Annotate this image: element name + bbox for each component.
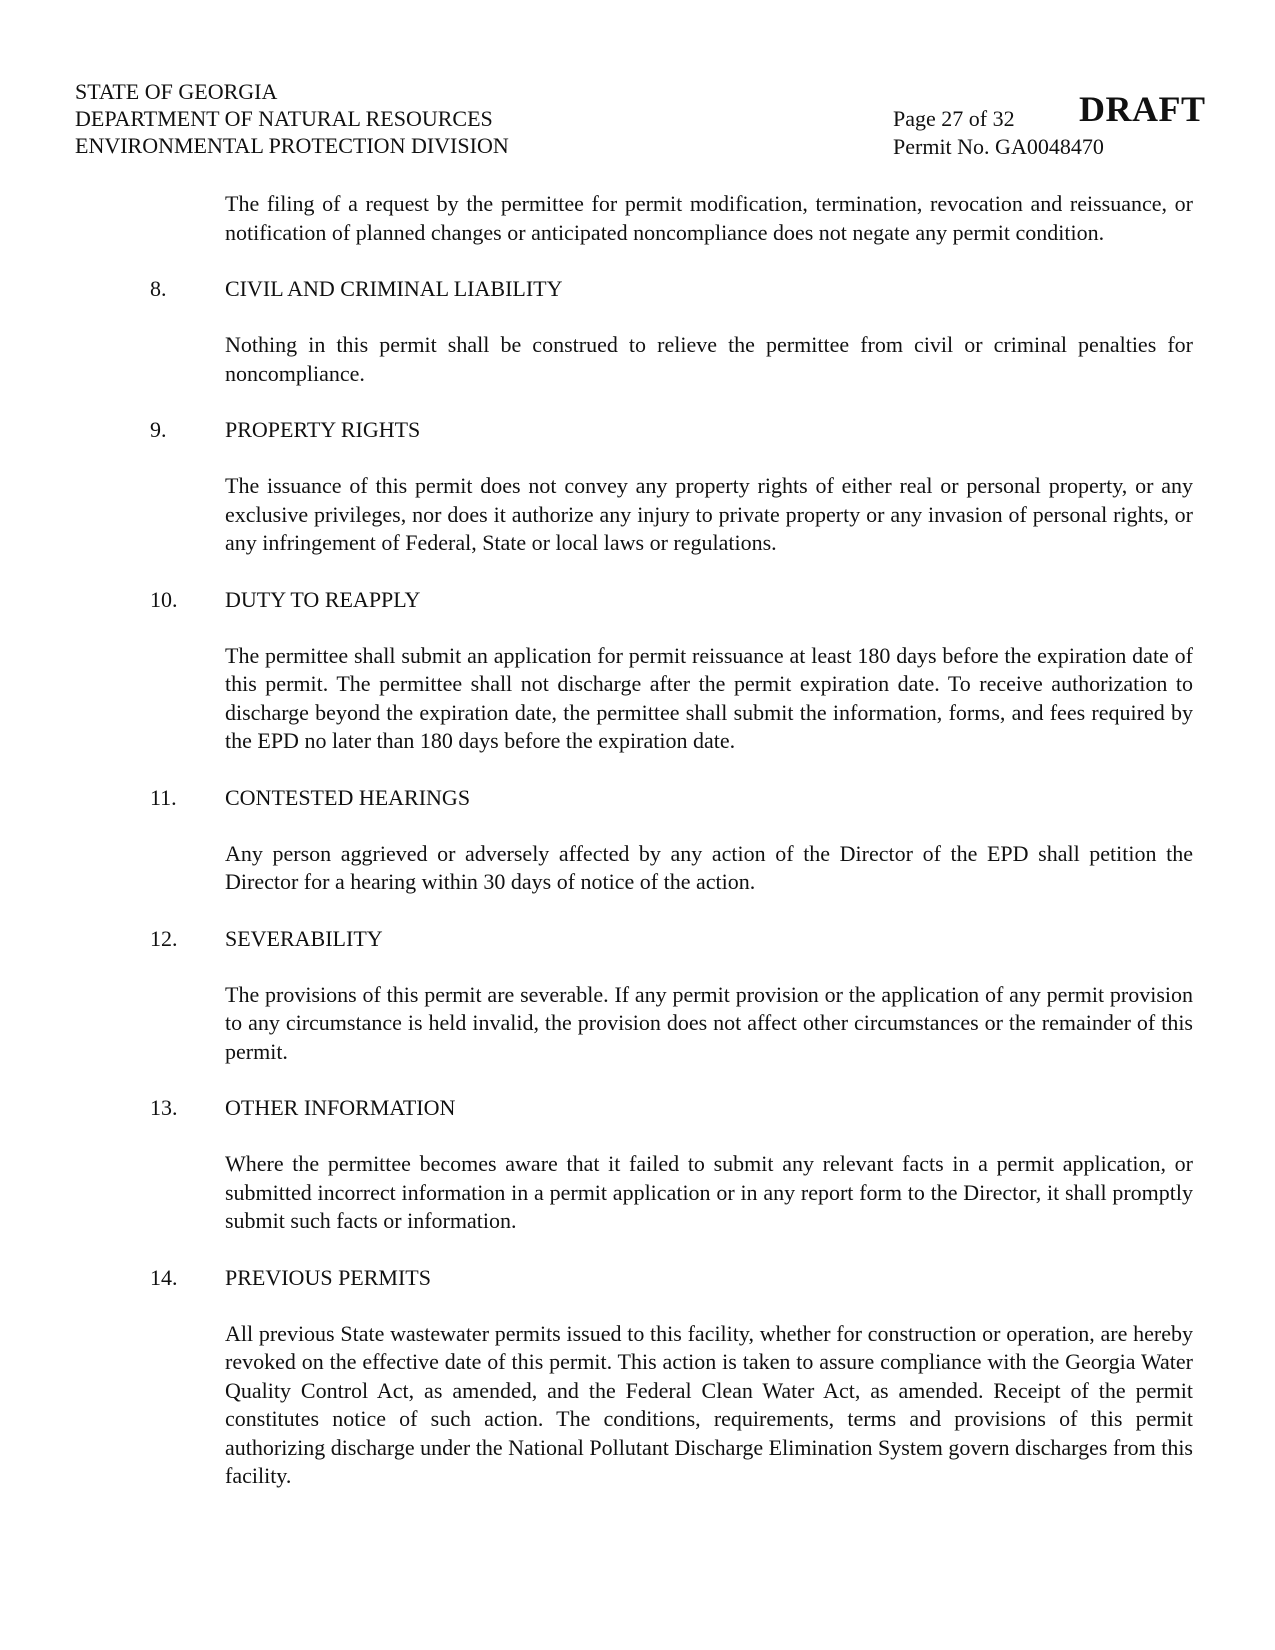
section-heading-12 [0,925,1275,953]
section-number: 9. [150,417,167,442]
page-number: Page 27 of 32 [893,106,1015,131]
section-number: 13. [150,1095,178,1120]
section-number: 14. [150,1264,178,1290]
intro-paragraph: The filing of a request by the permittee for permit modification, termination, revocation and reissuance, or notification of planned changes or anticipated noncompliance does not negate any permit condition. [225,191,1193,245]
section-heading-11 [0,784,1275,812]
draft-stamp: DRAFT [1079,89,1206,129]
section-title: PROPERTY RIGHTS [225,417,421,442]
section-paragraph-8: Nothing in this permit shall be construed to relieve the permittee from civil or criminal penalties for noncompliance. [225,332,1193,386]
section-title: OTHER INFORMATION [225,1095,456,1120]
section-title: CIVIL AND CRIMINAL LIABILITY [225,276,563,301]
section-paragraph-14: All previous State wastewater permits issued to this facility, whether for construction or operation, are hereby revoked on the effective date of this permit. This action is taken to assure compliance with the Georgia Water Quality Control Act, as amended, and the Federal Clean Water Act, as amended. Receipt of the permit constitutes notice of such action. The conditions, requirements, terms and provisions of this permit authorizing discharge under the National Pollutant Discharge Elimination System govern discharges from this facility. [225,1320,1193,1488]
section-number: 11. [150,784,177,810]
section-number: 8. [150,276,167,301]
section-heading-9 [0,416,1275,444]
section-paragraph-11: Any person aggrieved or adversely affected by any action of the Director of the EPD shall petition the Director for a hearing within 30 days of notice of the action. [225,840,1193,894]
section-number: 12. [150,925,178,951]
division-line: ENVIRONMENTAL PROTECTION DIVISION [75,133,509,158]
section-title: PREVIOUS PERMITS [225,1264,431,1290]
section-heading-14 [0,1264,1275,1292]
section-paragraph-9: The issuance of this permit does not convey any property rights of either real or personal property, or any exclusive privileges, nor does it authorize any injury to private property or any invasion of personal rights, or any infringement of Federal, State or local laws or regulations. [225,473,1193,555]
page-info [893,105,1104,161]
department-line: DEPARTMENT OF NATURAL RESOURCES [75,106,493,131]
section-title: DUTY TO REAPPLY [225,586,421,612]
section-paragraph-13: Where the permittee becomes aware that it failed to submit any relevant facts in a permit application, or submitted incorrect information in a permit application or in any report form to the Director, it shall promptly submit such facts or information. [225,1151,1193,1233]
permit-number: Permit No. GA0048470 [893,134,1104,159]
agency-header [75,78,509,159]
section-heading-13 [0,1094,1275,1122]
section-paragraph-12: The provisions of this permit are severable. If any permit provision or the application of any permit provision to any circumstance is held invalid, the provision does not affect other circumstances or the remainder of this permit. [225,981,1193,1064]
section-title: CONTESTED HEARINGS [225,784,471,810]
state-line: STATE OF GEORGIA [75,79,278,104]
section-heading-8 [0,275,1275,303]
document-body [0,190,1275,1519]
section-heading-10 [0,586,1275,614]
section-paragraph-10: The permittee shall submit an application for permit reissuance at least 180 days before the expiration date of this permit. The permittee shall not discharge after the permit expiration date. To receive authorization to discharge beyond the expiration date, the permittee shall submit the information, forms, and fees required by the EPD no later than 180 days before the expiration date. [225,642,1193,753]
section-title: SEVERABILITY [225,925,383,951]
section-number: 10. [150,586,178,612]
